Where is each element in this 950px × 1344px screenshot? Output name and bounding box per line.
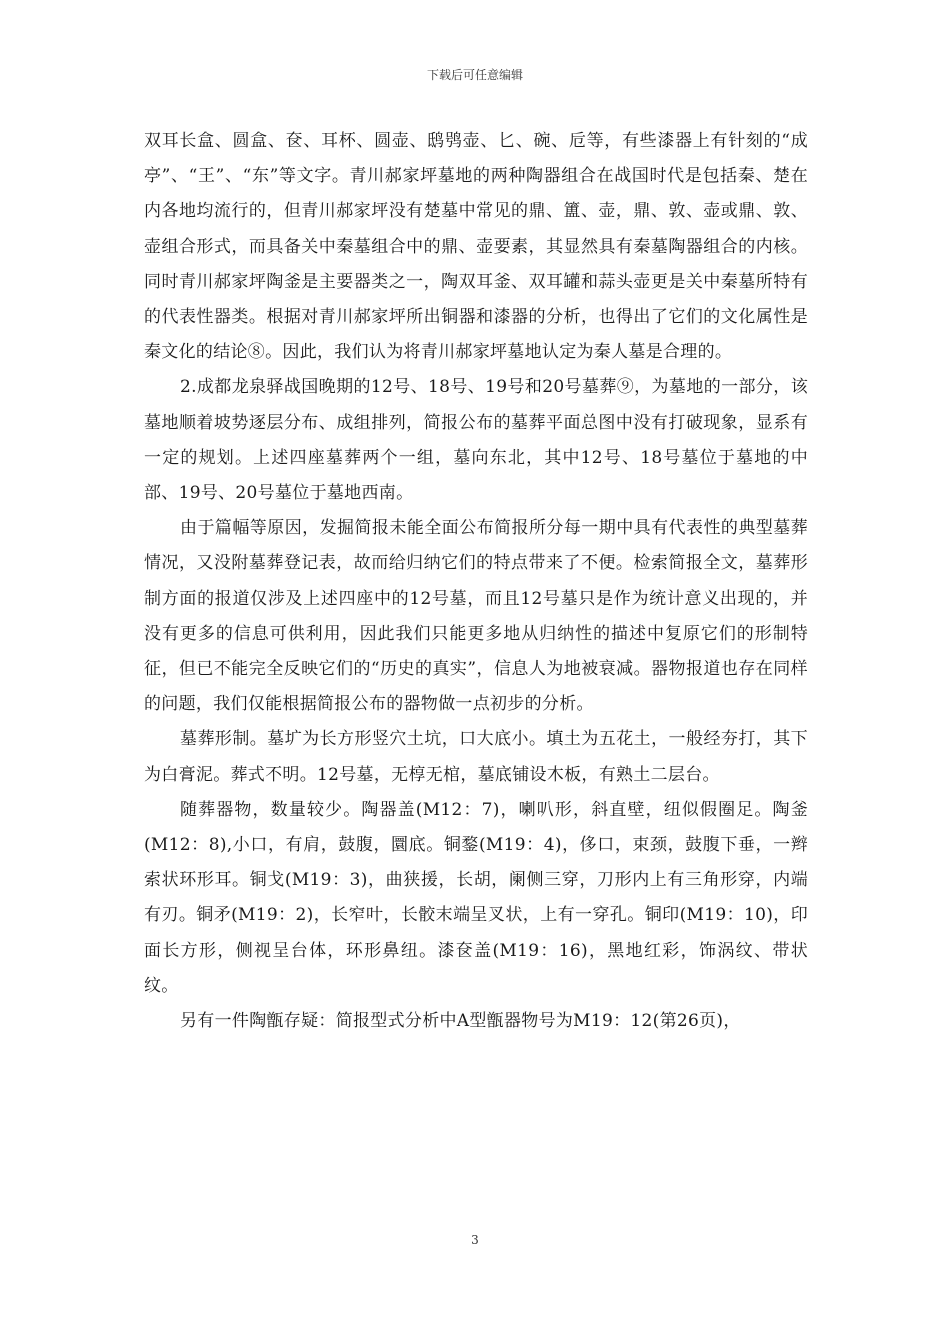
page-header: 下载后可任意编辑 <box>426 68 523 82</box>
paragraph-3: 由于篇幅等原因，发掘简报未能全面公布简报所分每一期中具有代表性的典型墓葬情况，又没附墓葬登记表，故而给归纳它们的特点带来了不便。检索简报全文，墓葬形制方面的报道仅涉及上述四座中的12号墓，而且12号墓只是作为统计意义出现的，并没有更多的信息可供利用，因此我们只能更多地从归纳性的描述中复原它们的形制特征，但已不能完全反映它们的“历史的真实”，信息人为地被衰减。器物报道也存在同样的问题，我们仅能根据简报公布的器物做一点初步的分析。 <box>144 518 808 715</box>
page-number: 3 <box>471 1233 479 1247</box>
paragraph-2: 2.成都龙泉驿战国晚期的12号、18号、19号和20号墓葬⑨，为墓地的一部分，该墓地顺着坡势逐层分布、成组排列，简报公布的墓葬平面总图中没有打破现象，显系有一定的规划。上述四座墓葬两个一组，墓向东北，其中12号、18号墓位于墓地的中部、19号、20号墓位于墓地西南。 <box>144 377 808 504</box>
paragraph-4: 墓葬形制。墓圹为长方形竖穴土坑，口大底小。填土为五花土，一般经夯打，其下为白膏泥。葬式不明。12号墓，无椁无棺，墓底铺设木板，有熟土二层台。 <box>144 729 808 785</box>
paragraph-1: 双耳长盒、圆盒、奁、耳杯、圆壶、鸱鸮壶、匕、碗、卮等，有些漆器上有针刻的“成亭”、“王”、“东”等文字。青川郝家坪墓地的两种陶器组合在战国时代是包括秦、楚在内各地均流行的，但青川郝家坪没有楚墓中常见的鼎、簠、壶，鼎、敦、壶或鼎、敦、壶组合形式，而具备关中秦墓组合中的鼎、壶要素，其显然具有秦墓陶器组合的内核。同时青川郝家坪陶釜是主要器类之一，陶双耳釜、双耳罐和蒜头壶更是关中秦墓所特有的代表性器类。根据对青川郝家坪所出铜器和漆器的分析，也得出了它们的文化属性是秦文化的结论⑧。因此，我们认为将青川郝家坪墓地认定为秦人墓是合理的。 <box>144 131 808 363</box>
paragraph-6: 另有一件陶甑存疑：简报型式分析中A型甑器物号为M19：12(第26页)， <box>180 1011 741 1032</box>
paragraph-5: 随葬器物，数量较少。陶器盖(M12：7)，喇叭形，斜直壁，纽似假圈足。陶釜(M12：8),小口，有肩，鼓腹，圜底。铜鍪(M19：4)，侈口，束颈，鼓腹下垂，一辫索状环形耳。铜戈(M19：3)，曲狭援，长胡，阑侧三穿，刀形内上有三角形穿，内端有刃。铜矛(M19：2)，长窄叶，长骹末端呈叉状，上有一穿孔。铜印(M19：10)，印面长方形，侧视呈台体，环形鼻纽。漆奁盖(M19：16)，黑地红彩，饰涡纹、带状纹。 <box>144 799 808 996</box>
body-text <box>144 124 808 1039</box>
